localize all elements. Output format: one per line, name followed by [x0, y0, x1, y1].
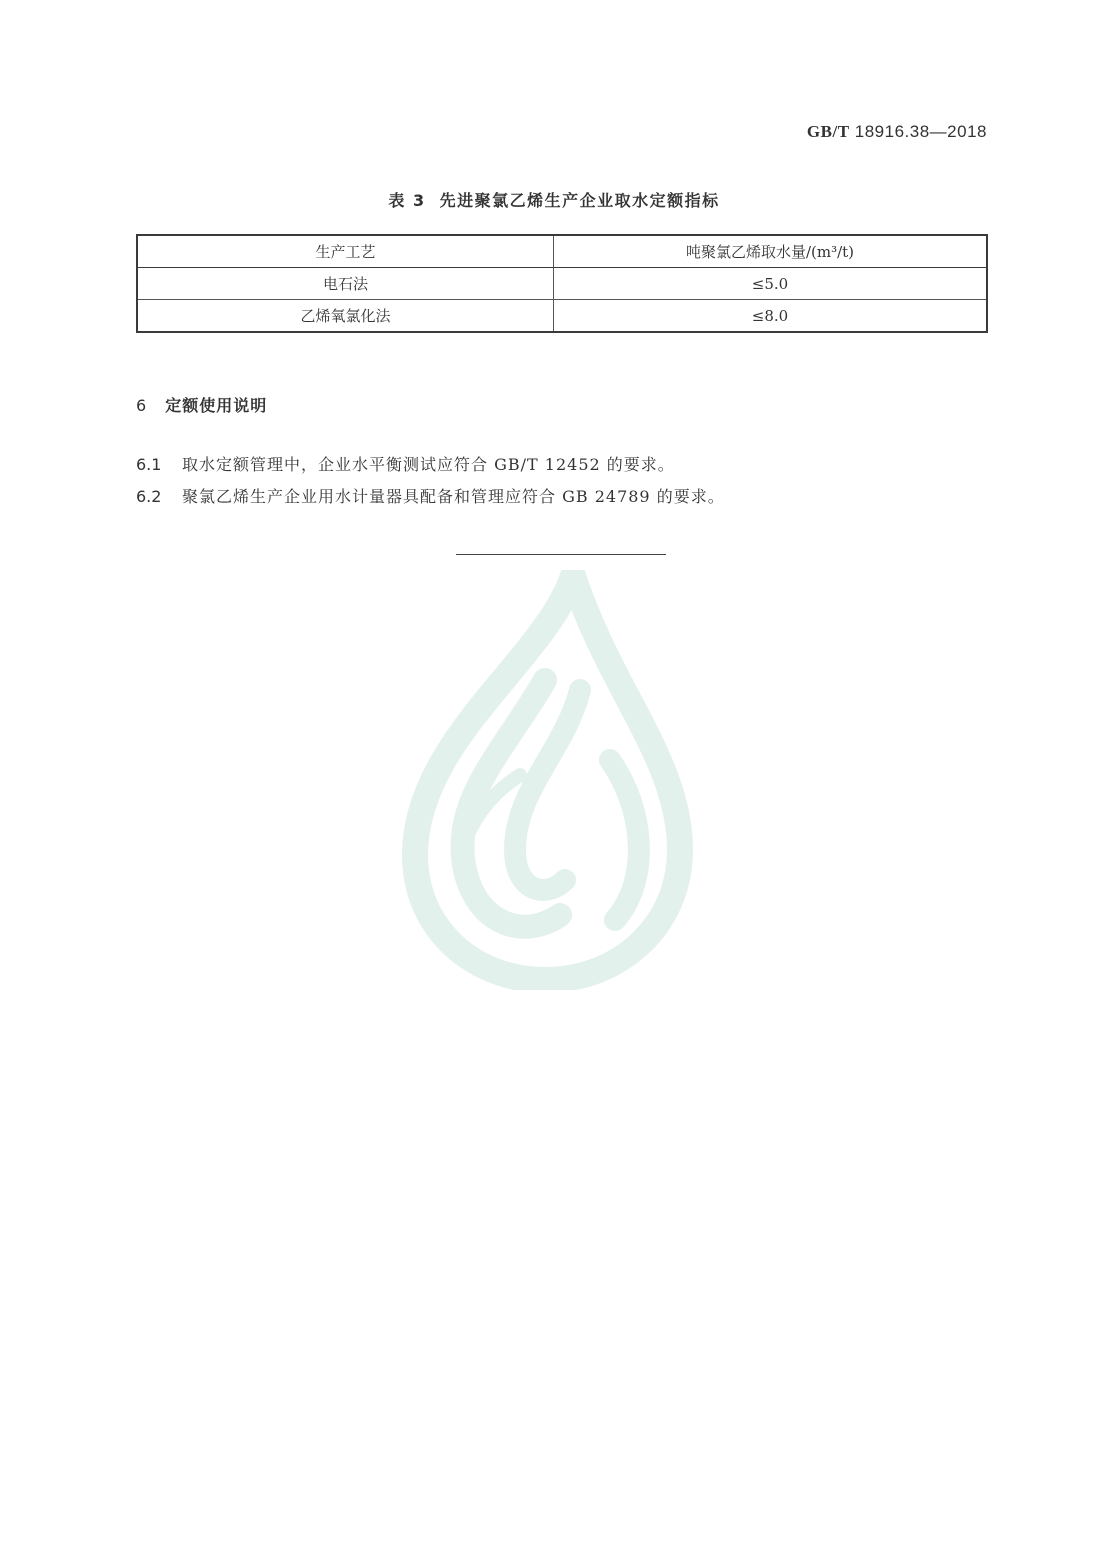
standard-prefix: GB/T: [806, 122, 850, 141]
clause-text: 取水定额管理中，企业水平衡测试应符合 GB/T 12452 的要求。: [182, 455, 675, 474]
table-label: 表 3: [388, 191, 426, 210]
table-row: [137, 300, 987, 333]
water-drop-icon: [395, 570, 695, 990]
water-quota-table: [136, 234, 988, 333]
column-header-water-intake: 吨聚氯乙烯取水量/(m³/t): [554, 235, 988, 268]
table-caption: [0, 188, 1102, 211]
clause-number: 6.1: [136, 455, 162, 474]
standard-code: 18916.38—2018: [854, 122, 987, 141]
end-divider: [456, 554, 666, 555]
column-header-process: 生产工艺: [137, 235, 554, 268]
clause-text: 聚氯乙烯生产企业用水计量器具配备和管理应符合 GB 24789 的要求。: [182, 487, 725, 506]
clause-item: [136, 484, 725, 507]
process-cell: 电石法: [137, 268, 554, 300]
value-cell: ≤5.0: [554, 268, 988, 300]
standard-number: [807, 122, 987, 142]
section-heading: [136, 393, 267, 416]
clause-item: [136, 452, 675, 475]
table-title: 先进聚氯乙烯生产企业取水定额指标: [439, 191, 720, 210]
section-number: 6: [136, 396, 148, 415]
clause-number: 6.2: [136, 487, 162, 506]
process-cell: 乙烯氧氯化法: [137, 300, 554, 333]
value-cell: ≤8.0: [554, 300, 988, 333]
section-title: 定额使用说明: [165, 396, 268, 415]
table-header-row: [137, 235, 987, 268]
table-row: [137, 268, 987, 300]
